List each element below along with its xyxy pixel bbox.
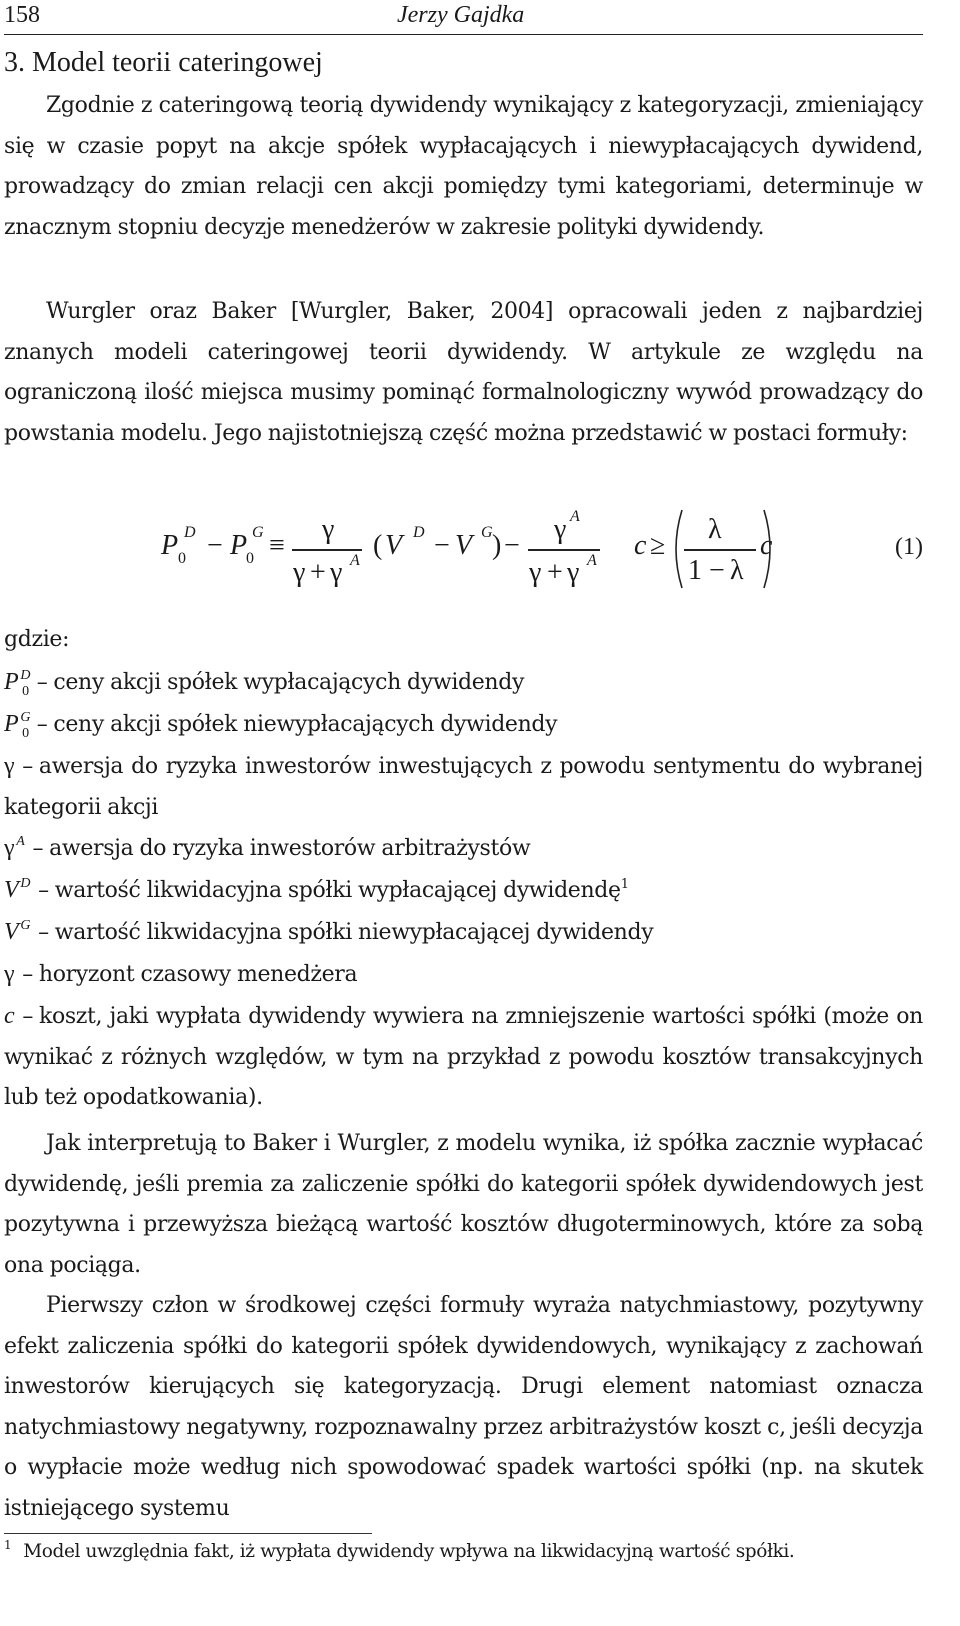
definition-text: wartość likwidacyjna spółki wypłacającej dywidendę — [54, 878, 621, 903]
definition-symbol: γ $^A$ — [4, 834, 25, 861]
fraction-line-3 — [684, 549, 756, 551]
formula-sup-D-2: D — [413, 524, 425, 541]
formula-gamma-den-4: γ — [567, 557, 580, 588]
formula-one-minus: 1 − — [688, 555, 725, 586]
formula-equiv: ≡ — [269, 530, 285, 561]
definition-text: awersja do ryzyka inwestorów arbitrażystów — [49, 836, 531, 861]
definition-item: γ – horyzont czasowy menedżera — [4, 954, 923, 996]
formula-sup-A: A — [350, 552, 360, 569]
definition-text: wartość likwidacyjna spółki niewypłacającej dywidendy — [54, 920, 654, 945]
formula-lambda-num: λ — [708, 514, 722, 545]
equation-number: (1) — [895, 534, 923, 560]
definition-symbol: γ — [4, 961, 15, 987]
formula-sup-A-2: A — [570, 508, 580, 525]
formula-rparen: ) — [492, 530, 502, 561]
definition-text: ceny akcji spółek wypłacających dywidendy — [53, 670, 525, 695]
formula-gamma-num: γ — [322, 514, 335, 545]
where-label: gdzie: — [4, 627, 70, 652]
definition-text: ceny akcji spółek niewypłacających dywidendy — [53, 712, 558, 737]
formula-lparen: ( — [373, 530, 383, 561]
footnote-rule — [4, 1533, 372, 1534]
footnote-reference[interactable]: 1 — [620, 877, 629, 892]
definition-text: awersja do ryzyka inwestorów inwestujących z powodu sentymentu do wybranej kategorii akcji — [4, 754, 923, 820]
formula-plus-2: + — [547, 557, 563, 588]
formula-V-2: V — [455, 530, 473, 561]
formula-sub-0-2: 0 — [246, 550, 254, 567]
definition-symbol: P $^G_0$ — [4, 710, 31, 741]
definition-item: c – koszt, jaki wypłata dywidendy wywiera na zmniejszenie wartości spółki (może on wynikać z różnych względów, w tym na przykład z powodu kosztów transakcyjnych lub też opodatkowania). — [4, 996, 923, 1119]
formula-gamma-den: γ — [293, 557, 306, 588]
formula-V: V — [385, 530, 403, 561]
formula-sup-G: G — [252, 524, 264, 541]
definition-text: horyzont czasowy menedżera — [38, 962, 358, 987]
formula-lambda-den: λ — [730, 555, 744, 586]
footnote — [4, 1537, 923, 1568]
section-title: 3. Model teorii cateringowej — [4, 47, 323, 78]
footnote-number: 1 — [4, 1538, 12, 1552]
running-header — [4, 0, 923, 35]
definition-item: V $^G$ – wartość likwidacyjna spółki niewypłacającej dywidendy — [4, 912, 923, 957]
definition-text: koszt, jaki wypłata dywidendy wywiera na zmniejszenie wartości spółki (może on wynikać z różnych względów, w tym na przykład z powodu kosztów transakcyjnych lub też opodatkowania). — [4, 1004, 923, 1110]
page-number: 158 — [4, 2, 40, 28]
running-author: Jerzy Gajdka — [397, 2, 525, 28]
formula-P: P — [161, 530, 179, 561]
formula-gamma-den-3: γ — [529, 557, 542, 588]
fraction-line-2 — [528, 549, 600, 551]
formula-gamma-num-2: γ — [554, 514, 567, 545]
formula-1 — [4, 500, 923, 600]
formula-sup-G-2: G — [481, 524, 493, 541]
formula-sup-D: D — [184, 524, 196, 541]
definition-symbol: c — [4, 1003, 15, 1029]
formula-minus-2: − — [434, 530, 450, 561]
definition-symbol: γ — [4, 753, 15, 779]
paragraph-2: Wurgler oraz Baker [Wurgler, Baker, 2004] opracowali jeden z najbardziej znanych modeli cateringowej teorii dywidendy. W artykule ze względu na ograniczoną ilość miejsca musimy pominąć formalnologiczny wywód prowadzący do powstania modelu. Jego najistotniejszą część można przedstawić w postaci formuły: — [4, 299, 923, 446]
definition-item: γ $^A$ – awersja do ryzyka inwestorów arbitrażystów — [4, 828, 923, 873]
definition-symbol: P $^D_0$ — [4, 668, 31, 699]
formula-sup-A-3: A — [587, 552, 597, 569]
formula-P-2: P — [230, 530, 248, 561]
paragraph-4: Pierwszy człon w środkowej części formuły wyraża natychmiastowy, pozytywny efekt zaliczenia spółki do kategorii spółek dywidendowych, wynikający z zachowań inwestorów kierujących się kategoryzacją. Drugi element natomiast oznacza natychmiastowy negatywny, rozpoznawalny przez arbitrażystów koszt c, jeśli decyzja o wypłacie może według nich spowodować spadek wartości spółki (np. na skutek istniejącego systemu — [4, 1293, 923, 1521]
formula-c-2: c — [760, 530, 773, 561]
fraction-line-1 — [292, 549, 362, 551]
formula-plus: + — [310, 557, 326, 588]
paragraph-3: Jak interpretują to Baker i Wurgler, z modelu wynika, iż spółka zacznie wypłacać dywidendę, jeśli premia za zaliczenie spółki do kategorii spółek dywidendowych jest pozytywna i przewyższa bieżącą wartość kosztów długoterminowych, które za sobą ona pociąga. — [4, 1131, 923, 1278]
paragraph-1: Zgodnie z cateringową teorią dywidendy wynikający z kategoryzacji, zmieniający się w czasie popyt na akcje spółek wypłacających i niewypłacających dywidend, prowadzący do zmian relacji cen akcji pomiędzy tymi kategoriami, determinuje w znacznym stopniu decyzje menedżerów w zakresie polityki dywidendy. — [4, 93, 923, 240]
definition-item: P $^D_0$ – ceny akcji spółek wypłacających dywidendy — [4, 662, 923, 707]
formula-minus: − — [207, 530, 223, 561]
definition-item: γ – awersja do ryzyka inwestorów inwestujących z powodu sentymentu do wybranej kategorii akcji — [4, 746, 923, 828]
definition-item: V $^D$ – wartość likwidacyjna spółki wypłacającej dywidendę$^1$ — [4, 870, 923, 915]
definition-symbol: V $^G$ — [4, 918, 31, 945]
formula-sub-0: 0 — [178, 550, 186, 567]
formula-geq: ≥ — [650, 530, 666, 561]
formula-minus-3: − — [504, 530, 520, 561]
footnote-text: Model uwzględnia fakt, iż wypłata dywidendy wpływa na likwidacyjną wartość spółki. — [23, 1541, 795, 1562]
definition-symbol: V $^D$ — [4, 876, 31, 903]
formula-gamma-den-2: γ — [330, 557, 343, 588]
definition-item: P $^G_0$ – ceny akcji spółek niewypłacających dywidendy — [4, 704, 923, 749]
formula-c: c — [634, 530, 647, 561]
